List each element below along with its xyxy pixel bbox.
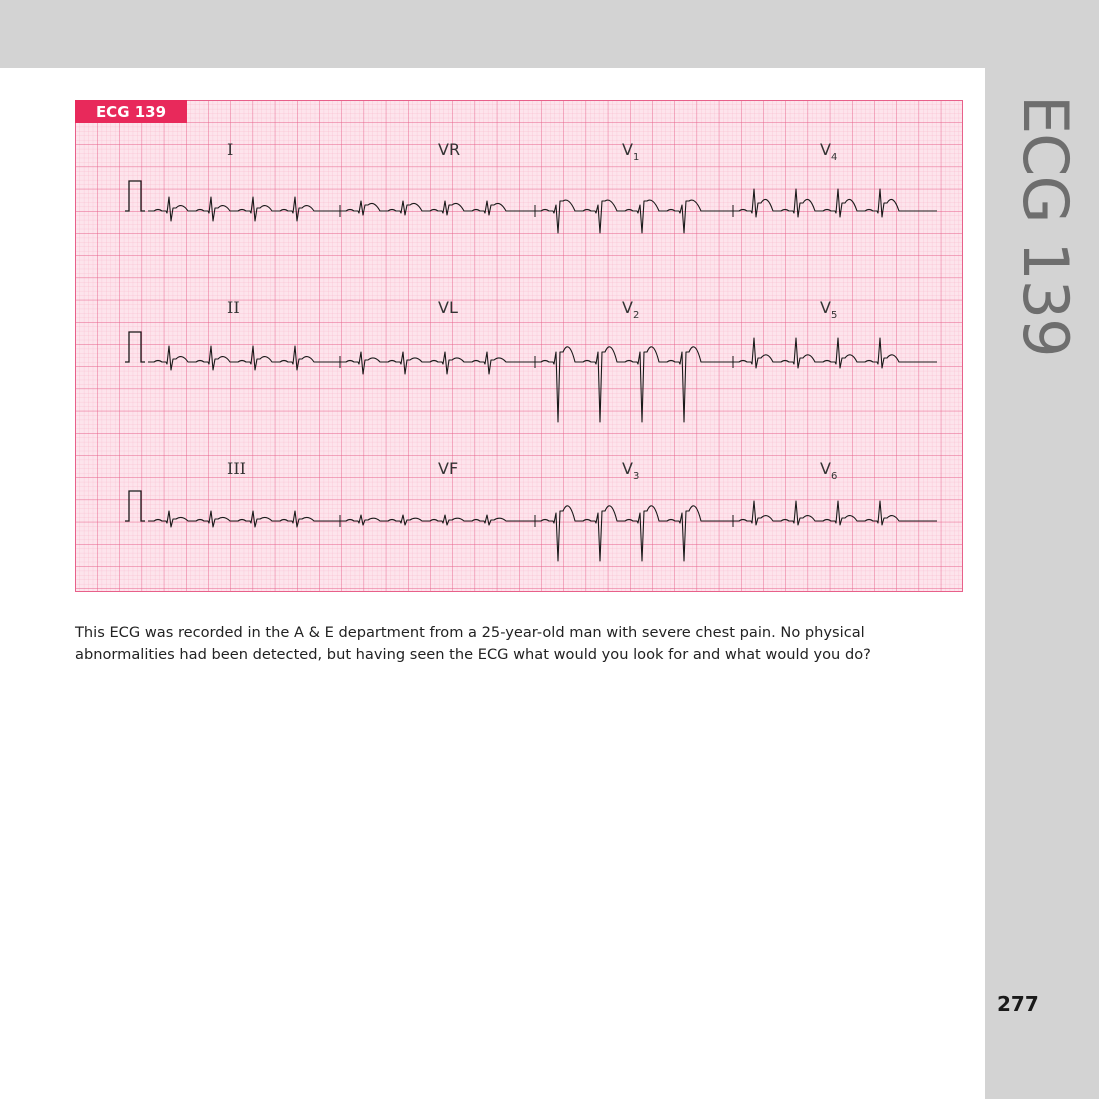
lead-label-v6: $V_6$ xyxy=(820,459,838,482)
lead-label-vl: VL xyxy=(438,298,458,317)
lead-label-v4: $V_4$ xyxy=(820,140,838,163)
lead-label-vf: VF xyxy=(438,459,459,478)
ecg-badge: ECG 139 xyxy=(75,100,187,123)
top-band xyxy=(0,0,1099,68)
lead-label-v3: $V_3$ xyxy=(622,459,640,482)
lead-label-v2: $V_2$ xyxy=(622,298,640,321)
caption-line-2: abnormalities had been detected, but having seen the ECG what would you look for and what would you do? xyxy=(75,646,871,663)
side-title: ECG 139 xyxy=(1009,95,1082,357)
lead-label-iii: III xyxy=(227,459,246,478)
lead-label-v5: $V_5$ xyxy=(820,298,838,321)
lead-label-vr: VR xyxy=(438,140,461,159)
lead-label-v1: $V_1$ xyxy=(622,140,640,163)
lead-label-i: I xyxy=(227,140,234,159)
ecg-strip xyxy=(75,100,963,592)
page-number: 277 xyxy=(997,992,1039,1016)
lead-label-ii: II xyxy=(227,298,240,317)
caption xyxy=(75,622,975,666)
caption-line-1: This ECG was recorded in the A & E department from a 25-year-old man with severe chest pain. No physical xyxy=(75,624,865,641)
